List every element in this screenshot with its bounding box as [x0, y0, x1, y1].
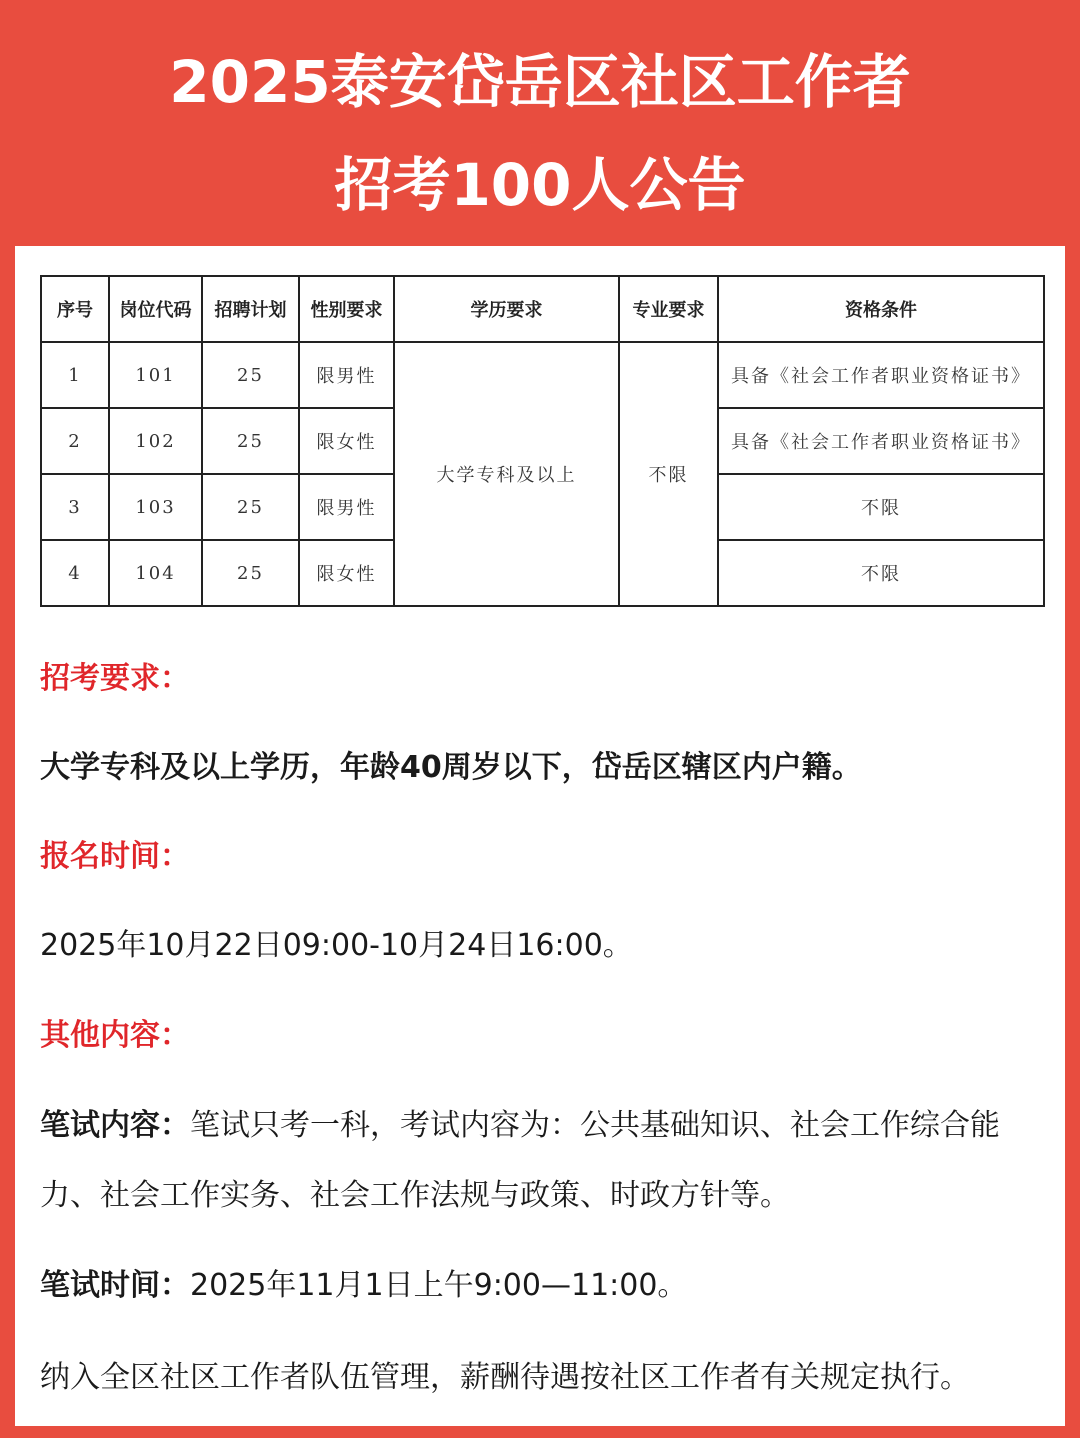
cell-gender: 限男性 — [299, 474, 394, 540]
cell-no: 3 — [41, 474, 109, 540]
cell-qualification: 不限 — [718, 540, 1044, 606]
table-header-row — [41, 276, 1044, 342]
cell-plan: 25 — [202, 474, 299, 540]
exam-content-text: 笔试只考一科，考试内容为：公共基础知识、社会工作综合能力、社会工作实务、社会工作法规与政策、时政方针等。 — [40, 1108, 1000, 1213]
closing-text: 纳入全区社区工作者队伍管理，薪酬待遇按社区工作者有关规定执行。 — [40, 1360, 970, 1395]
exam-time-paragraph — [40, 1251, 1050, 1321]
signup-heading: 报名时间： — [40, 839, 190, 874]
cell-code: 101 — [109, 342, 202, 408]
cell-code: 103 — [109, 474, 202, 540]
cell-gender: 限男性 — [299, 342, 394, 408]
signup-text: 2025年10月22日09:00-10月24日16:00。 — [40, 928, 633, 963]
cell-gender: 限女性 — [299, 540, 394, 606]
cell-plan: 25 — [202, 540, 299, 606]
cell-plan: 25 — [202, 408, 299, 474]
title-line-2: 招考100人公告 — [334, 151, 746, 219]
cell-education: 大学专科及以上 — [394, 342, 619, 606]
cell-code: 102 — [109, 408, 202, 474]
cell-major: 不限 — [619, 342, 718, 606]
title-line-1: 2025泰安岱岳区社区工作者 — [169, 48, 911, 116]
cell-qualification: 不限 — [718, 474, 1044, 540]
header-cell: 专业要求 — [619, 276, 718, 342]
cell-no: 1 — [41, 342, 109, 408]
requirements-heading: 招考要求： — [40, 661, 190, 696]
header-cell: 招聘计划 — [202, 276, 299, 342]
exam-content-paragraph — [40, 1091, 1050, 1231]
header-cell: 资格条件 — [718, 276, 1044, 342]
header-cell: 学历要求 — [394, 276, 619, 342]
cell-no: 2 — [41, 408, 109, 474]
cell-gender: 限女性 — [299, 408, 394, 474]
header-cell: 性别要求 — [299, 276, 394, 342]
requirements-text: 大学专科及以上学历，年龄40周岁以下，岱岳区辖区内户籍。 — [40, 750, 862, 785]
cell-qualification: 具备《社会工作者职业资格证书》 — [718, 342, 1044, 408]
page-header — [0, 0, 1080, 246]
other-heading: 其他内容： — [40, 1018, 190, 1053]
header-cell: 岗位代码 — [109, 276, 202, 342]
exam-time-text: 2025年11月1日上午9:00—11:00。 — [190, 1268, 688, 1303]
cell-no: 4 — [41, 540, 109, 606]
cell-plan: 25 — [202, 342, 299, 408]
cell-code: 104 — [109, 540, 202, 606]
recruitment-table — [40, 275, 1045, 607]
exam-content-label: 笔试内容： — [40, 1108, 190, 1143]
cell-qualification: 具备《社会工作者职业资格证书》 — [718, 408, 1044, 474]
table-row — [41, 342, 1044, 408]
exam-time-label: 笔试时间： — [40, 1268, 190, 1303]
content-card — [15, 246, 1065, 1426]
header-cell: 序号 — [41, 276, 109, 342]
